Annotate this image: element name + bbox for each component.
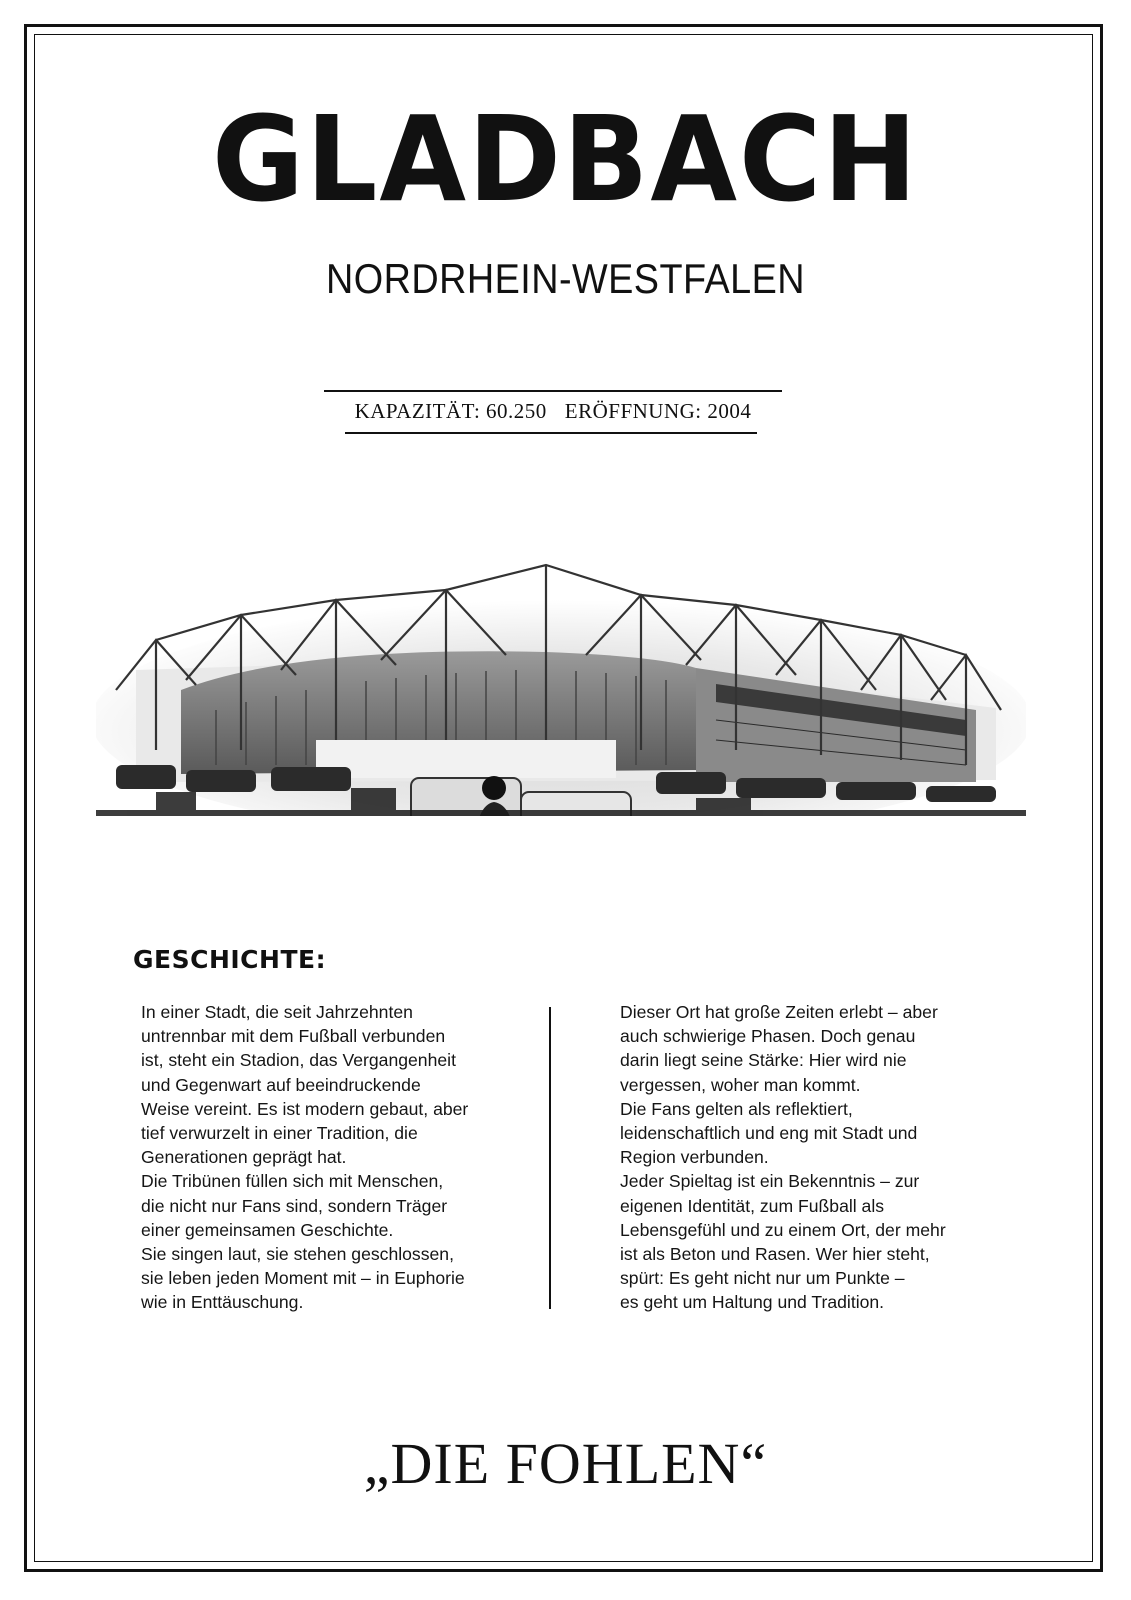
column-divider (549, 1007, 551, 1309)
poster-region: NORDRHEIN-WESTFALEN (326, 255, 805, 302)
history-column-right (620, 1000, 1015, 1315)
poster-title: GLADBACH (212, 91, 919, 229)
opening-fact: ERÖFFNUNG: 2004 (564, 399, 752, 423)
facts-rule-bottom (345, 432, 757, 434)
history-heading: GESCHICHTE: (133, 945, 327, 974)
facts-rule-top (324, 390, 782, 392)
history-text-right: Dieser Ort hat große Zeiten erlebt – aber auch schwierige Phasen. Doch genau darin liegt seine Stärke: Hier wird nie vergessen, woher man kommt. Die Fans gelten als reflektiert, leidenschaftlich und eng mit Stadt und Region verbunden. Jeder Spieltag ist ein Bekenntnis – zur eigenen Identität, zum Fußball als Lebensgefühl und zu einem Ort, der mehr ist als Beton und Rasen. Wer hier steht, spürt: Es geht nicht nur um Punkte – es geht um Haltung und Tradition. (620, 1002, 946, 1313)
history-column-left (141, 1000, 536, 1315)
club-nickname: „DIE FOHLEN“ (363, 1431, 768, 1496)
capacity-fact: KAPAZITÄT: 60.250 (354, 399, 547, 423)
stadium-photo (96, 560, 1026, 850)
stadium-facts (324, 399, 782, 424)
history-text-left: In einer Stadt, die seit Jahrzehnten untrennbar mit dem Fußball verbunden ist, steht ein Stadion, das Vergangenheit und Gegenwart auf beeindruckende Weise vereint. Es ist modern gebaut, aber tief verwurzelt in einer Tradition, die Generationen geprägt hat. Die Tribünen füllen sich mit Menschen, die nicht nur Fans sind, sondern Träger einer gemeinsamen Geschichte. Sie singen laut, sie stehen geschlossen, sie leben jeden Moment mit – in Euphorie wie in Enttäuschung. (141, 1002, 469, 1313)
